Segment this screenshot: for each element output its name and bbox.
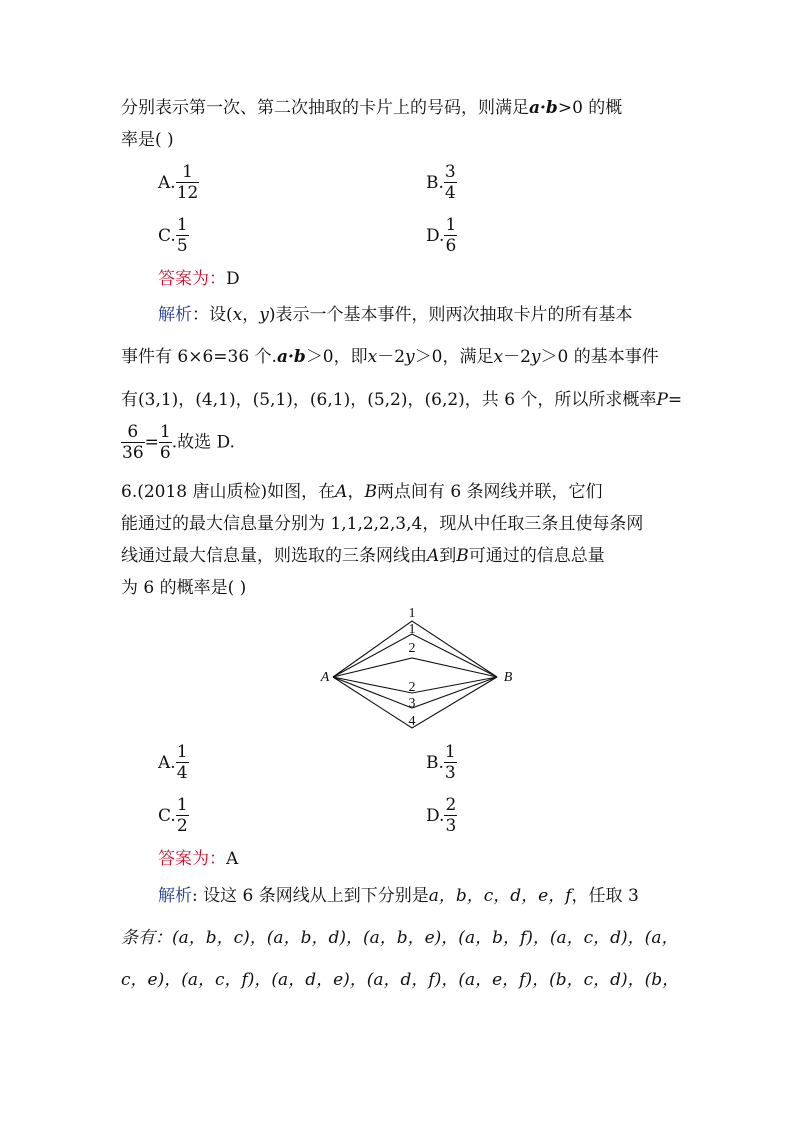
- q6-stem-text: 线通过最大信息量，则选取的三条网线由: [121, 546, 427, 566]
- analysis-text: ：设(: [192, 305, 233, 325]
- analysis-text: : 设这 6 条网线从上到下分别是: [192, 886, 429, 906]
- edge-label-5: 3: [408, 696, 416, 711]
- option-fraction: [444, 742, 457, 783]
- q6-answer: [158, 847, 238, 871]
- fraction-6-36: [121, 422, 145, 463]
- var-x: x: [232, 305, 243, 325]
- q6-analysis-line2: [121, 926, 678, 950]
- fraction-1-6: [159, 422, 172, 463]
- analysis-text: ＞0，即: [305, 347, 368, 367]
- var-y: y: [530, 347, 541, 367]
- q6-analysis-line1: [158, 884, 639, 908]
- q6-stem-line1: [121, 480, 603, 504]
- option-label: C.: [158, 225, 176, 246]
- fraction-numerator: 1: [176, 795, 188, 815]
- fraction-denominator: 6: [445, 236, 457, 256]
- q5-answer: [158, 267, 240, 291]
- node-b-label: B: [503, 670, 513, 685]
- fraction-denominator: 6: [159, 443, 171, 463]
- q6-option-c[interactable]: [158, 795, 189, 836]
- q5-option-a[interactable]: [158, 162, 199, 203]
- fraction-denominator: 3: [445, 816, 457, 836]
- fraction-numerator: 1: [445, 215, 457, 235]
- var-p: P: [656, 390, 668, 410]
- q6-option-a[interactable]: [158, 742, 189, 783]
- fraction-denominator: 12: [176, 183, 199, 203]
- option-fraction: [176, 162, 200, 203]
- q5-analysis-line1: [158, 303, 632, 327]
- option-label: A.: [158, 752, 176, 773]
- equals-sign: =: [144, 432, 159, 453]
- q5-analysis-line4: [121, 422, 235, 463]
- q6-stem-text: 两点间有 6 条网线并联，它们: [376, 482, 603, 502]
- edge-label-4: 2: [408, 680, 416, 695]
- q6-analysis-line3: [121, 968, 679, 992]
- var-y: y: [405, 347, 415, 367]
- edge-label-6: 4: [408, 714, 416, 729]
- analysis-text: ，任取 3: [571, 886, 639, 906]
- fraction-denominator: 3: [444, 763, 456, 783]
- q5-option-c[interactable]: [158, 215, 189, 256]
- fraction-denominator: 36: [122, 443, 144, 463]
- var-x: x: [367, 347, 378, 367]
- equals-sign: =: [667, 390, 683, 410]
- q5-option-b[interactable]: [426, 162, 457, 203]
- q6-option-b[interactable]: [426, 742, 457, 783]
- answer-value: A: [226, 849, 239, 869]
- fraction-numerator: 1: [444, 742, 456, 762]
- option-fraction: [444, 215, 457, 256]
- point-a: A: [427, 546, 440, 566]
- analysis-text: ，: [242, 305, 260, 325]
- q6-stem-line4: [121, 576, 246, 600]
- analysis-text: .故选 D.: [171, 432, 235, 453]
- fraction-numerator: 2: [445, 795, 457, 815]
- fraction-denominator: 4: [176, 763, 188, 783]
- analysis-text: 有(3,1)，(4,1)，(5,1)，(6,1)，(5,2)，(6,2)，共 6 个，所以所求概率: [121, 390, 657, 410]
- analysis-text: )表示一个基本事件，则两次抽取卡片的所有基本: [268, 305, 633, 325]
- option-label: A.: [158, 172, 176, 193]
- edge-label-1: 1: [408, 606, 416, 621]
- q5-stem-line2: [121, 128, 174, 152]
- edge-label-2: 1: [408, 622, 416, 637]
- option-fraction: [176, 215, 189, 256]
- q6-stem-line3: [121, 544, 605, 568]
- q5-analysis-line3: [121, 388, 682, 412]
- q5-stem-text-2: >0 的概: [557, 98, 623, 118]
- analysis-text: －2: [377, 347, 406, 367]
- q6-stem-text: 6.(2018 唐山质检)如图，在: [121, 482, 336, 502]
- vector-expr: a·b: [276, 347, 306, 367]
- var-y: y: [259, 305, 269, 325]
- analysis-text: 事件有 6×6=36 个.: [121, 347, 277, 367]
- answer-label: 答案为：: [158, 269, 226, 289]
- option-fraction: [176, 795, 189, 836]
- fraction-denominator: 2: [176, 816, 188, 836]
- point-b: B: [456, 546, 469, 566]
- q6-stem-text: 能通过的最大信息量分别为 1,1,2,2,3,4，现从中任取三条且使每条网: [121, 514, 644, 534]
- point-a: A: [335, 482, 348, 502]
- node-a-label: A: [320, 670, 330, 685]
- network-diagram: [310, 600, 520, 730]
- edge-label-3: 2: [408, 641, 416, 656]
- fraction-numerator: 1: [159, 422, 171, 442]
- analysis-text: ＞0 的基本事件: [540, 347, 659, 367]
- var-x: x: [493, 347, 504, 367]
- point-b: B: [364, 482, 377, 502]
- analysis-text: －2: [503, 347, 531, 367]
- option-label: D.: [426, 805, 445, 826]
- analysis-label: 解析: [158, 886, 192, 906]
- q5-vector-expr: a·b: [529, 98, 558, 118]
- option-label: B.: [426, 172, 444, 193]
- answer-value: D: [226, 269, 240, 289]
- fraction-numerator: 1: [176, 162, 200, 183]
- q6-stem-text: 到: [439, 546, 457, 566]
- q6-stem-text: ，: [347, 482, 365, 502]
- analysis-text: 条有：(a，b，c)，(a，b，d)，(a，b，e)，(a，b，f)，(a，c，d)，(a，: [121, 928, 679, 948]
- q6-stem-text: 为 6 的概率是( ): [121, 578, 247, 598]
- q5-stem-line1: [121, 96, 622, 120]
- option-fraction: [176, 742, 189, 783]
- answer-label: 答案为：: [158, 849, 226, 869]
- analysis-text: ＞0，满足: [414, 347, 494, 367]
- q6-stem-line2: [121, 512, 643, 536]
- option-label: C.: [158, 805, 176, 826]
- fraction-numerator: 6: [121, 422, 145, 443]
- fraction-numerator: 1: [176, 742, 188, 762]
- q5-stem-text-3: 率是( ): [121, 130, 174, 150]
- analysis-vars: a，b，c，d，e，f: [428, 886, 572, 906]
- analysis-text: c，e)，(a，c，f)，(a，d，e)，(a，d，f)，(a，e，f)，(b，c，d)，(b，: [121, 970, 680, 990]
- q6-option-d[interactable]: [426, 795, 457, 836]
- fraction-denominator: 4: [444, 183, 456, 203]
- q5-stem-text: 分别表示第一次、第二次抽取的卡片上的号码，则满足: [121, 98, 529, 118]
- option-fraction: [444, 162, 457, 203]
- q6-stem-text: 可通过的信息总量: [468, 546, 605, 566]
- fraction-numerator: 3: [444, 162, 456, 182]
- q5-analysis-line2: [121, 345, 659, 369]
- fraction-numerator: 1: [176, 215, 188, 235]
- option-label: D.: [426, 225, 445, 246]
- option-label: B.: [426, 752, 444, 773]
- q5-option-d[interactable]: [426, 215, 457, 256]
- analysis-label: 解析: [158, 305, 192, 325]
- option-fraction: [444, 795, 457, 836]
- fraction-denominator: 5: [176, 236, 188, 256]
